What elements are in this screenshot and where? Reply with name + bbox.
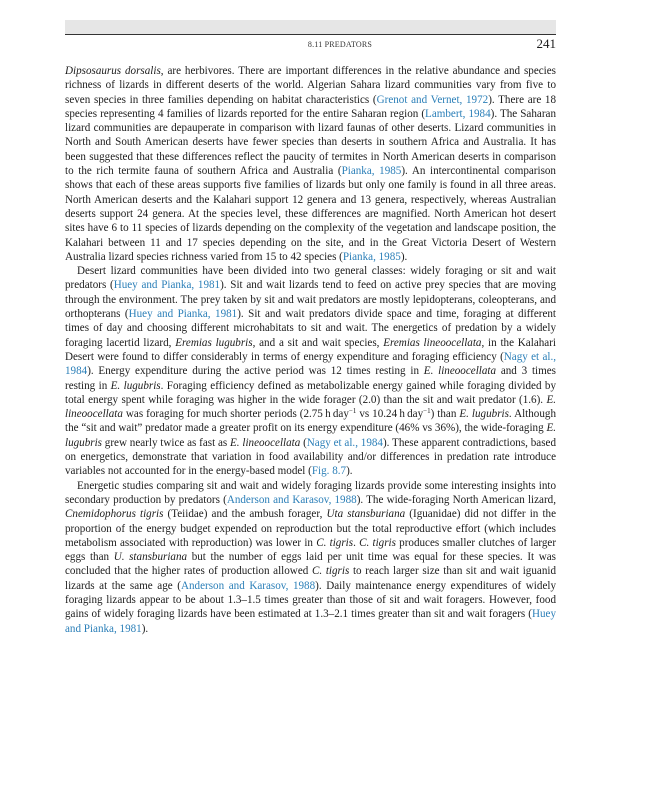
citation-link[interactable]: Lambert, 1984 — [425, 107, 491, 120]
species-name: Eremias lugubris — [175, 336, 253, 349]
running-head: 8.11 PREDATORS — [307, 40, 373, 49]
species-name: C. tigris — [316, 536, 354, 549]
citation-link[interactable]: Huey and Pianka, 1981 — [113, 279, 221, 292]
text-run: ). Sit and wait lizards tend to feed on active prey species that are moving through the environment. The prey taken by sit and wait predators are mostly lepidopterans, coleopterans, and orthopterans ( — [65, 279, 556, 321]
text-run: (Iguanidae) did not differ in the proportion of the energy budget expended on reproduction but the total reproductive effort (which includes metabolism associated with reproduction) was lower in — [65, 508, 556, 549]
citation-link[interactable]: Anderson and Karasov, 1988 — [181, 579, 316, 592]
text-run: but the number of eggs laid per unit time was equal for these species. It was concluded that the higher rates of production allowed — [65, 551, 556, 578]
text-run: Desert lizard communities have been divided into two general classes: widely foraging or sit and wait predators ( — [65, 265, 556, 292]
species-name: Uta stansburiana — [326, 508, 406, 521]
text-run: , are herbivores. There are important differences in the relative abundance and species richness of lizards in different deserts of the world. Algerian Sahara lizard communities vary from five to seven species in three families depending on habitat characteristics ( — [65, 65, 556, 106]
species-name: U. stansburiana — [113, 551, 188, 564]
text-run: ). An intercontinental comparison shows that each of these areas supports five families of lizards but only one family is found in all three areas. North American deserts and the Kalahari support 12 genera and 13 genera, respectively, whereas Australian deserts support 24 genera. At the species level, these differences are magnified. North American hot desert sites have 6 to 11 species of lizards depending on the complexity of the vegetation and landscape position, the Kalahari between 11 and 17 species depending on the site, and in the Great Victoria Desert of Western Australia lizard species richness varied from 15 to 42 species ( — [65, 165, 556, 263]
citation-link[interactable]: Huey and Pianka, 1981 — [65, 608, 556, 635]
species-name: Eremias lineoocellata — [383, 336, 482, 349]
paragraph — [65, 64, 556, 264]
citation-link[interactable]: Nagy et al., 1984 — [306, 436, 383, 449]
text-run: ). — [141, 622, 149, 635]
text-run: was foraging for much shorter periods (2.75 h day — [122, 408, 349, 421]
text-run: ). The Saharan lizard communities are depauperate in comparison with lizard faunas of other deserts. Lizard communities in North and South American deserts have fewer species than deserts in southern Africa and Australia. It has been suggested that these differences reflect the paucity of termites in North American deserts in comparison to the rich termite fauna of southern Africa and Australia ( — [65, 107, 556, 178]
text-run: , in the Kalahari Desert were found to differ considerably in terms of energy expenditure and foraging efficiency ( — [65, 336, 556, 363]
text-run: vs 10.24 h day — [356, 408, 424, 421]
text-run: ). — [346, 465, 353, 478]
text-run: . — [353, 536, 360, 549]
text-run: ). Sit and wait predators divide space and time, foraging at different times of day and choosing different microhabitats to sit and wait. The energetics of predation by a widely foraging lacertid lizard, — [65, 308, 557, 349]
species-name: E. lugubris — [65, 422, 556, 449]
text-run: . Although the “sit and wait” predator made a greater profit on its energy expenditure (46% vs 36%), the wide-foraging — [65, 408, 556, 435]
text-run: to reach larger size than sit and wait iguanid lizards at the same age ( — [65, 565, 556, 592]
header-rule — [65, 34, 556, 35]
superscript: −1 — [348, 407, 357, 416]
text-run: produces smaller clutches of larger eggs than — [65, 536, 557, 564]
species-name: E. lineoocellata — [65, 393, 556, 421]
text-run: ). These apparent contradictions, based on energetics, demonstrate that variation in food availability and/or differences in predation rate introduce variables not accounted for in the energy-based model ( — [65, 436, 557, 478]
text-run: ( — [300, 436, 307, 449]
text-run: ). Daily maintenance energy expenditures of widely foraging lizards appear to be about 1.3–1.5 times greater than those of sit and wait foragers. However, food gains of widely foraging lizards have been estimated at 1.3–2.1 times greater than sit and wait foragers ( — [65, 579, 556, 621]
text-run: ) than — [430, 408, 460, 421]
text-run: ). There are 18 species representing 4 families of lizards reported for the entire Saharan region ( — [65, 93, 557, 120]
text-run: (Teiidae) and the ambush forager, — [163, 508, 327, 521]
text-run: and 3 times resting in — [65, 365, 556, 392]
species-name: E. lugubris — [459, 408, 509, 421]
superscript: −1 — [423, 407, 431, 416]
species-name: C. tigris — [311, 565, 350, 578]
text-run: ). Energy expenditure during the active period was 12 times resting in — [87, 365, 424, 378]
text-run: , and a sit and wait species, — [252, 336, 384, 349]
text-run: Energetic studies comparing sit and wait and widely foraging lizards provide some interesting insights into secondary production by predators ( — [65, 479, 556, 506]
paragraph — [65, 264, 556, 478]
species-name: E. lineoocellata — [423, 365, 497, 378]
citation-link[interactable]: Pianka, 1985 — [342, 250, 401, 263]
species-name: E. lineoocellata — [230, 436, 301, 449]
text-run: grew nearly twice as fast as — [102, 436, 231, 449]
citation-link[interactable]: Anderson and Karasov, 1988 — [226, 493, 357, 506]
citation-link[interactable]: Huey and Pianka, 1981 — [128, 308, 238, 321]
paragraph — [65, 479, 556, 636]
species-name: C. tigris — [359, 536, 396, 549]
text-run: ). — [400, 250, 408, 263]
citation-link[interactable]: Fig. 8.7 — [311, 465, 347, 478]
citation-link[interactable]: Pianka, 1985 — [341, 165, 402, 178]
species-name: Cnemidophorus tigris — [65, 508, 164, 521]
text-run: . Foraging efficiency defined as metabolizable energy gained while foraging divided by total energy spent while foraging was higher in the wide forager (2.0) than the sit and wait predator (1.6). — [65, 379, 557, 406]
page-header-band — [65, 20, 556, 34]
page-number: 241 — [536, 36, 556, 51]
species-name: Dipsosaurus dorsalis — [65, 65, 161, 77]
citation-link[interactable]: Grenot and Vernet, 1972 — [376, 93, 489, 106]
citation-link[interactable]: Nagy et al., 1984 — [65, 350, 557, 378]
body-text — [65, 64, 556, 636]
species-name: E. lugubris — [110, 379, 161, 392]
text-run: ). The wide-foraging North American lizard, — [356, 493, 556, 506]
